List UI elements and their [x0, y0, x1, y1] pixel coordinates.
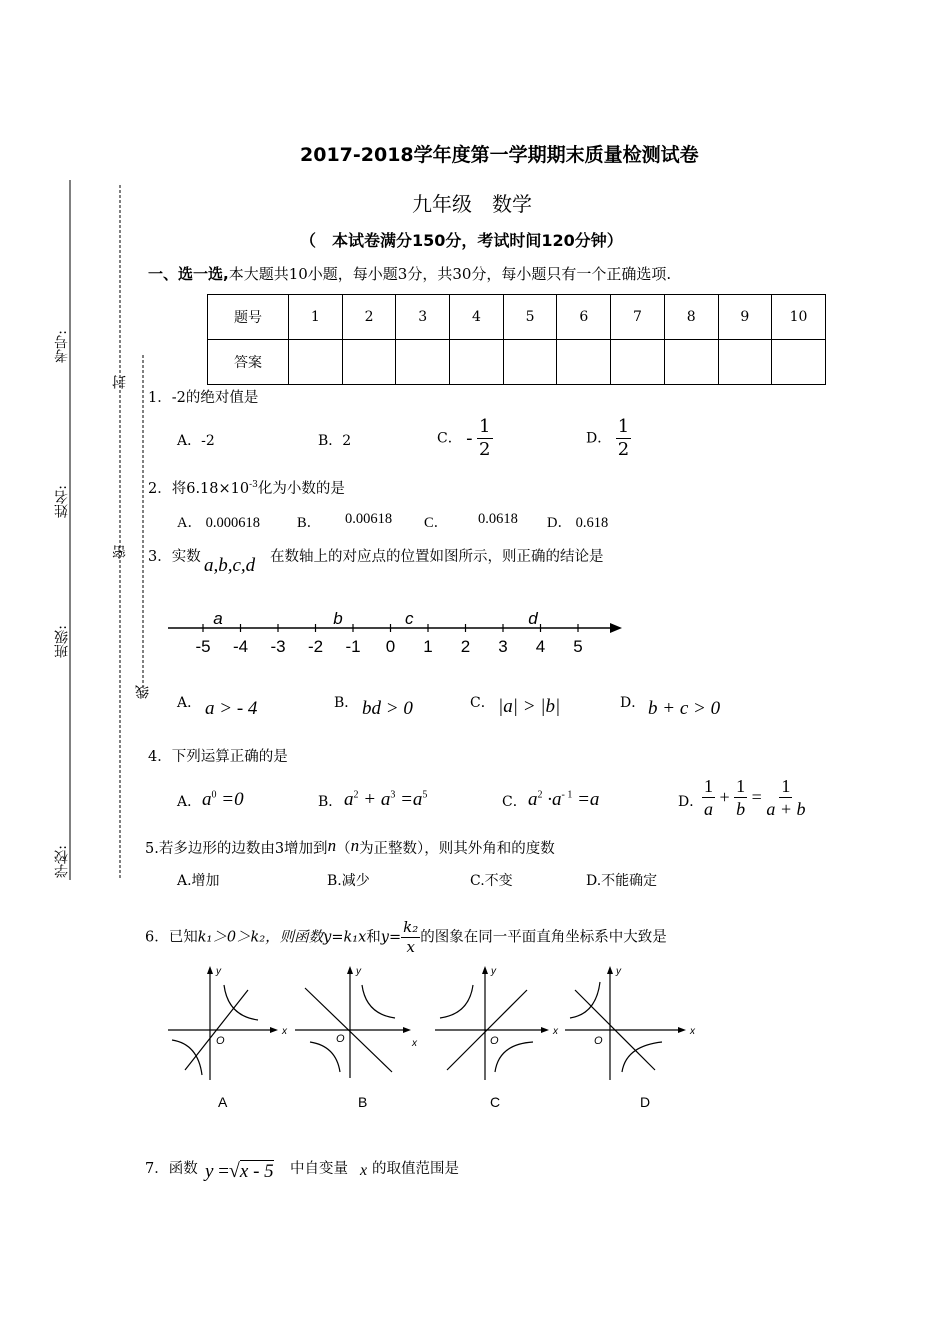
table-cell: 4 [450, 295, 504, 340]
numerator: 1 [479, 416, 491, 437]
origin-label: O [336, 1033, 345, 1045]
q1-option-c-sign: - [466, 427, 473, 450]
q1-option-c-label: C． [437, 430, 462, 447]
q5-variable: n [350, 836, 360, 855]
number-line-tick-label: -1 [345, 637, 361, 656]
section-title: 一、选一选, [148, 265, 229, 283]
q6-graph-a [168, 966, 288, 1080]
q6-graph-label-c: C [490, 1094, 501, 1110]
answer-cell[interactable] [289, 340, 343, 385]
table-cell: 8 [664, 295, 718, 340]
table-cell: 3 [396, 295, 450, 340]
q5-option-a: A.增加 [177, 873, 220, 889]
q6-graph-b [295, 966, 418, 1078]
binding-lines [0, 0, 160, 900]
q3-stem-post: 在数轴上的对应点的位置如图所示，则正确的结论是 [270, 549, 604, 565]
table-header-cell: 题号 [208, 295, 289, 340]
table-cell: 9 [718, 295, 772, 340]
q5-stem-post: 为正整数），则其外角和的度数 [359, 841, 555, 857]
axis-y-label: y [216, 966, 221, 977]
number-line-point-a: a [213, 609, 223, 628]
table-cell: 6 [557, 295, 611, 340]
q3-stem-pre: 3．实数 [148, 549, 201, 565]
numerator: k₂ [403, 918, 419, 936]
answer-cell[interactable] [611, 340, 665, 385]
fraction: $\frac{1}{a + b}$ [766, 776, 806, 819]
q2-exponent: -3 [249, 480, 258, 491]
q4-option-b-expr: $a^2 + a^3 =a^5$ [344, 789, 428, 810]
number-line-tick-label: 0 [385, 637, 396, 656]
q2-option-c-value: 0.0618 [478, 511, 518, 527]
fraction: $\frac{1}{b}$ [736, 776, 746, 819]
q5-stem-mid: （ [336, 841, 351, 857]
number-line-tick-label: 3 [498, 637, 508, 656]
field-name: 姓名: [54, 485, 70, 518]
q3-option-a-label: A． [177, 695, 202, 711]
denominator: 2 [479, 439, 491, 460]
axis-x-label: x [690, 1026, 695, 1037]
q4-option-c-label: C． [502, 794, 527, 810]
answer-cell[interactable] [396, 340, 450, 385]
q7-function: y =√x - 5 [205, 1160, 274, 1182]
answer-cell[interactable] [557, 340, 611, 385]
q2-option-d: D． 0.618 [547, 515, 609, 531]
q1-option-d-label: D． [586, 430, 612, 447]
q1-option-d-fraction [616, 418, 631, 459]
q6-function-1: y=k₁x [323, 929, 367, 946]
answer-cell[interactable] [503, 340, 557, 385]
table-row [208, 295, 826, 340]
origin-label: O [216, 1035, 225, 1047]
number-line [160, 603, 630, 663]
table-row [208, 340, 826, 385]
number-line-point-b: b [333, 609, 343, 628]
number-line-tick-label: -4 [232, 637, 249, 656]
q3-option-b-expr: bd > 0 [362, 698, 413, 719]
axis-x-label: x [553, 1026, 558, 1037]
table-cell: 10 [772, 295, 826, 340]
q5-option-c: C.不变 [470, 873, 513, 889]
q3-option-b-label: B． [334, 695, 359, 711]
q3-option-c-label: C． [470, 695, 495, 711]
origin-label: O [594, 1035, 603, 1047]
question-5-stem [145, 836, 555, 858]
number-line-point-d: d [528, 609, 538, 628]
q5-stem-pre: 5.若多边形的边数由3增加到 [145, 841, 328, 857]
denominator: x [406, 938, 415, 956]
table-header-cell: 答案 [208, 340, 289, 385]
number-line-tick-label: 4 [535, 637, 546, 656]
exam-note: （ 本试卷满分150分，考试时间120分钟） [300, 231, 623, 250]
seal-word-xian: 线 [135, 685, 151, 699]
q3-option-a-expr: a > - 4 [205, 698, 258, 719]
q6-graph-c [435, 966, 559, 1080]
q6-condition: k₁＞0＞k₂，则函数 [197, 929, 324, 946]
q4-option-c-expr: $a^2 \cdot a^{- 1} =a$ [528, 789, 600, 810]
number-line-tick-label: -2 [307, 637, 324, 656]
numerator: 1 [617, 416, 630, 437]
q6-stem-post: 的图象在同一平面直角坐标系中大致是 [420, 929, 667, 946]
q1-option-c [437, 418, 493, 459]
section-instruction: 本大题共10小题，每小题3分，共30分，每小题只有一个正确选项. [228, 265, 672, 283]
answer-cell[interactable] [342, 340, 396, 385]
q1-option-b: B．2 [318, 433, 352, 449]
q7-stem-post: 的取值范围是 [372, 1161, 459, 1177]
field-class: 班级: [54, 625, 70, 658]
section-heading [148, 263, 671, 284]
q4-option-a-expr: $a^0 =0$ [202, 789, 244, 810]
q4-option-b-label: B． [318, 794, 343, 810]
table-cell: 2 [342, 295, 396, 340]
origin-label: O [490, 1035, 499, 1047]
q5-option-d: D.不能确定 [586, 873, 658, 889]
q1-option-a: A．-2 [177, 433, 215, 449]
q3-variables: a,b,c,d [204, 555, 256, 576]
page-title: 2017-2018学年度第一学期期末质量检测试卷 [300, 144, 699, 166]
q1-option-d [586, 418, 631, 459]
question-6-stem [145, 920, 667, 955]
answer-cell[interactable] [718, 340, 772, 385]
seal-word-mi: 密 [112, 545, 128, 559]
number-line-point-c: c [405, 609, 414, 628]
question-1-stem: 1．-2的绝对值是 [148, 390, 259, 406]
q6-graphs [160, 965, 700, 1115]
q6-function-2-prefix: y= [380, 929, 402, 946]
q6-and: 和 [366, 929, 381, 946]
q6-stem-pre: 6．已知 [145, 929, 198, 946]
answer-table [207, 294, 826, 385]
q2-stem-post: 化为小数的是 [257, 481, 345, 497]
number-line-tick-label: -5 [195, 637, 211, 656]
field-school: 学校: [54, 845, 70, 878]
table-cell: 7 [611, 295, 665, 340]
question-2-stem [148, 477, 345, 498]
q7-stem-mid: 中自变量 [290, 1161, 348, 1177]
seal-word-feng: 封 [112, 375, 128, 389]
q2-stem-pre: 2．将6.18×10 [148, 481, 250, 497]
q5-option-b: B.减少 [327, 873, 370, 889]
q4-option-d-expr: $\frac{1}{a}$ + $\frac{1}{b}$ = $\frac{1}{a + b}$ [704, 776, 806, 819]
question-4-stem: 4．下列运算正确的是 [148, 749, 288, 765]
axis-x-label: x [412, 1038, 417, 1049]
page-subtitle: 九年级 数学 [412, 192, 532, 216]
number-line-tick-label: 5 [573, 637, 583, 656]
axis-y-label: y [356, 966, 361, 977]
number-line-tick-label: 1 [423, 637, 433, 656]
q7-stem-pre: 7．函数 [145, 1161, 198, 1177]
q1-option-c-fraction [477, 418, 492, 459]
q3-option-d-label: D． [620, 695, 646, 711]
fraction: $\frac{1}{a}$ [704, 776, 713, 819]
q3-option-c-expr: |a| > |b| [498, 696, 561, 717]
q7-variable: x [360, 1162, 368, 1179]
answer-cell[interactable] [450, 340, 504, 385]
denominator: 2 [617, 439, 630, 460]
q6-graph-label-b: B [358, 1094, 368, 1110]
table-cell: 1 [289, 295, 343, 340]
q2-option-b-value: 0.00618 [345, 511, 393, 527]
q2-option-a: A． 0.000618 [177, 515, 260, 531]
number-line-tick-label: -3 [270, 637, 286, 656]
axis-y-label: y [491, 966, 496, 977]
number-line-tick-label: 2 [460, 637, 471, 656]
q3-option-d-expr: b + c > 0 [648, 698, 721, 719]
q6-graph-label-d: D [640, 1094, 651, 1110]
answer-cell[interactable] [772, 340, 826, 385]
field-exam-number: 考号: [54, 330, 70, 363]
q6-graph-d [565, 966, 696, 1080]
q6-graph-label-a: A [218, 1094, 228, 1110]
q4-option-d-label: D． [678, 794, 704, 810]
q2-option-c-label: C． [424, 515, 449, 531]
axis-x-label: x [282, 1026, 287, 1037]
axis-y-label: y [616, 966, 621, 977]
q5-variable: n [327, 836, 337, 855]
answer-cell[interactable] [664, 340, 718, 385]
q2-option-b-label: B． [297, 515, 322, 531]
q6-function-2-fraction [401, 920, 420, 955]
table-cell: 5 [503, 295, 557, 340]
q4-option-a-label: A． [177, 794, 202, 810]
